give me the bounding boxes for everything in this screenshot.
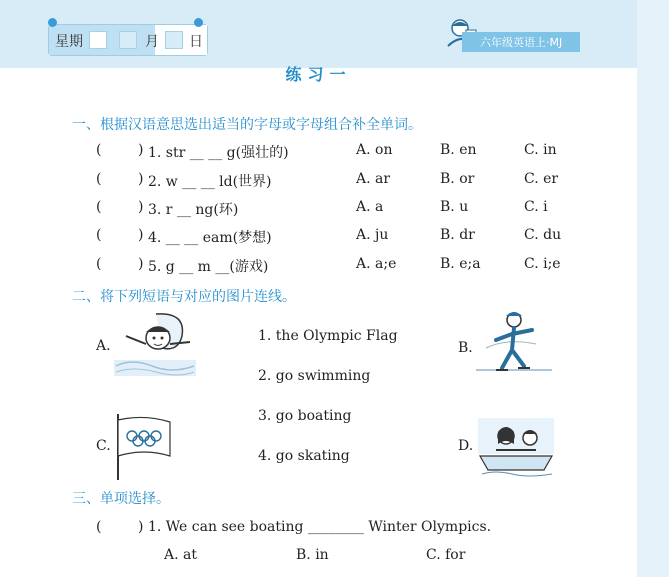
day-label: 日 [189, 34, 203, 50]
swimmer-picture [112, 308, 198, 378]
option-b: B. en [440, 142, 477, 158]
week-field[interactable] [89, 31, 107, 49]
section-heading-2: 二、将下列短语与对应的图片连线。 [72, 289, 296, 305]
grade-tag: 六年级英语上·MJ [462, 32, 580, 52]
option-a: A. ar [356, 171, 391, 187]
answer-paren-close[interactable]: ) [138, 171, 144, 187]
answer-paren-close[interactable]: ) [138, 256, 144, 272]
pin-icon [48, 18, 57, 27]
option-c: C. er [524, 171, 559, 187]
skater-picture [476, 308, 552, 382]
option-b: B. dr [440, 227, 475, 243]
option-c: C. i [524, 199, 548, 215]
option-c: C. in [524, 142, 557, 158]
question-text: 5. g __ m __(游戏) [148, 259, 269, 275]
question-text: 3. r __ ng(环) [148, 202, 239, 218]
option-a: A. a;e [356, 256, 397, 272]
boating-picture [476, 416, 556, 478]
picture-label-d: D. [458, 438, 474, 454]
olympic-flag-picture [112, 412, 174, 482]
picture-label-b: B. [458, 340, 473, 356]
question-text: 1. We can see boating ________ Winter Olympics. [148, 519, 492, 535]
phrase-1: 1. the Olympic Flag [258, 328, 398, 344]
phrase-4: 4. go skating [258, 448, 350, 464]
question-text: 4. __ __ eam(梦想) [148, 230, 272, 246]
option-c: C. i;e [524, 256, 561, 272]
page-title: 练习一 [285, 65, 352, 84]
answer-paren-close[interactable]: ) [138, 142, 144, 158]
option-a: A. a [356, 199, 384, 215]
phrase-3: 3. go boating [258, 408, 352, 424]
week-label: 星期 [55, 34, 83, 50]
question-text: 1. str __ __ g(强壮的) [148, 145, 289, 161]
day-field[interactable] [165, 31, 183, 49]
question-text: 2. w __ __ ld(世界) [148, 174, 272, 190]
picture-label-c: C. [96, 438, 111, 454]
answer-paren-close[interactable]: ) [138, 227, 144, 243]
section-heading-1: 一、根据汉语意思选出适当的字母或字母组合补全单词。 [72, 117, 422, 133]
month-field[interactable] [119, 31, 137, 49]
option-c: C. du [524, 227, 562, 243]
option-b: B. e;a [440, 256, 481, 272]
answer-paren-close[interactable]: ) [138, 199, 144, 215]
option-a: A. on [356, 142, 393, 158]
section-heading-3: 三、单项选择。 [72, 491, 170, 507]
right-margin [637, 0, 669, 577]
month-label: 月 [145, 34, 159, 50]
option-b: B. in [296, 547, 329, 563]
answer-paren-close[interactable]: ) [138, 519, 144, 535]
option-a: A. ju [356, 227, 389, 243]
pin-icon [194, 18, 203, 27]
option-a: A. at [164, 547, 197, 563]
phrase-2: 2. go swimming [258, 368, 371, 384]
option-b: B. u [440, 199, 469, 215]
picture-label-a: A. [96, 338, 111, 354]
option-c: C. for [426, 547, 466, 563]
option-b: B. or [440, 171, 475, 187]
date-box [48, 24, 208, 56]
